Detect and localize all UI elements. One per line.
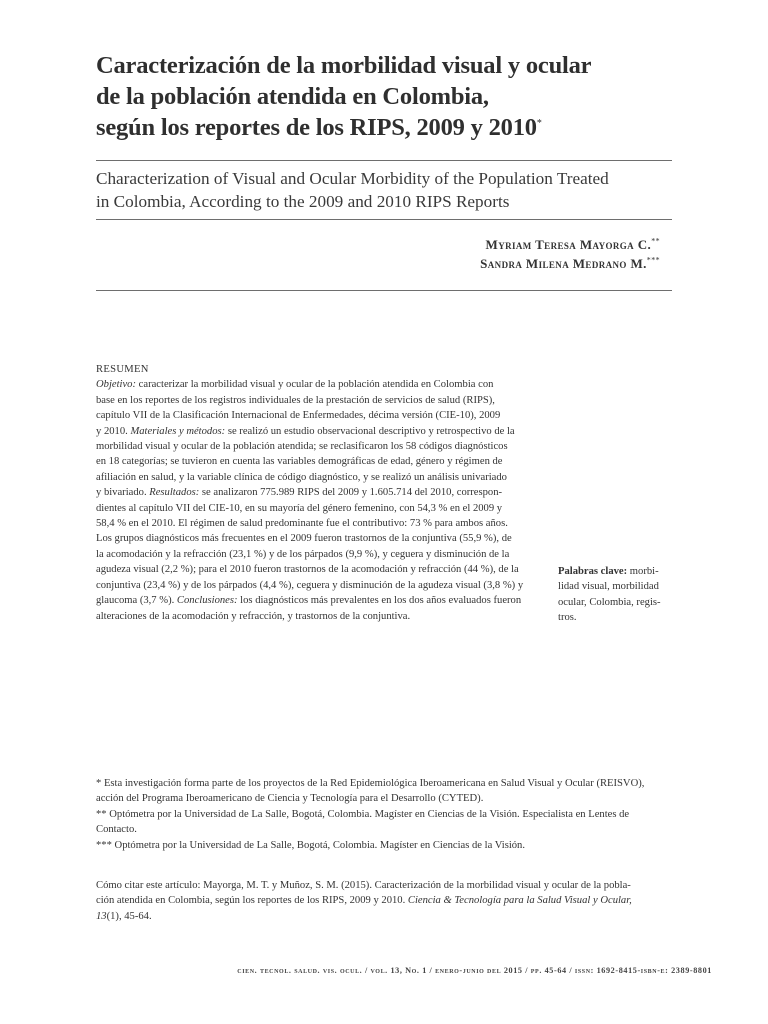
citation: [96, 878, 676, 924]
abstract-line: 58,4 % en el 2010. El régimen de salud predominante fue el contributivo: 73 % para ambos años.: [96, 518, 508, 530]
footnote-line: Contacto.: [96, 824, 137, 836]
abstract-line: agudeza visual (2,2 %); para el 2010 fueron trastornos de la acomodación y refracción (44 %), de la: [96, 564, 519, 576]
keywords-line: Palabras clave: morbi-: [558, 566, 659, 577]
abstract-line: la acomodación y la refracción (23,1 %) y de los párpados (9,9 %), y ceguera y disminución de la: [96, 548, 510, 560]
author-footnote-marker[interactable]: ***: [646, 255, 660, 265]
keywords-line: tros.: [558, 612, 577, 624]
abstract-line: afiliación en salud, y la variable clínica de código diagnóstico, y se realizó un análisis univariado: [96, 471, 507, 483]
abstract-line: en 18 categorías; se tuvieron en cuenta las variables demográficas de edad, género y régimen de: [96, 456, 503, 468]
title-footnote-marker[interactable]: *: [536, 117, 542, 129]
abstract-line: morbilidad visual y ocular de la población atendida; se reclasificaron los 58 códigos diagnósticos: [96, 441, 508, 453]
abstract-line: y bivariado. Resultados: se analizaron 775.989 RIPS del 2009 y 1.605.714 del 2010, correspon-: [96, 487, 503, 499]
title-line: según los reportes de los RIPS, 2009 y 2010*: [96, 114, 542, 141]
footnote-line: *** Optómetra por la Universidad de La Salle, Bogotá, Colombia. Magíster en Ciencias de la Visión.: [96, 839, 526, 851]
abstract-line: Objetivo: caracterizar la morbilidad visual y ocular de la población atendida en Colombia con: [96, 379, 494, 391]
author-name: Sandra Milena Medrano M.***: [480, 255, 660, 271]
journal-footer: cien. tecnol. salud. vis. ocul. / vol. 13, No. 1 / enero-junio del 2015 / pp. 45-64 / issn: 1692-8415-isbn-e: 2389-8801: [237, 966, 712, 975]
abstract: [96, 362, 546, 624]
abstract-line: y 2010. Materiales y métodos: se realizó un estudio observacional descriptivo y retrospectivo de la: [96, 425, 515, 437]
english-title-line: Characterization of Visual and Ocular Morbidity of the Population Treated: [96, 169, 609, 188]
abstract-line: conjuntiva (23,4 %) y de los párpados (4,4 %), ceguera y disminución de la agudeza visual (3,8 %) y: [96, 579, 524, 591]
footnotes: [96, 776, 676, 853]
footnote-line: * Esta investigación forma parte de los proyectos de la Red Epidemiológica Iberoamericana en Salud Visual y Ocular (REISVO),: [96, 778, 645, 789]
footnote-line: acción del Programa Iberoamericano de Ciencia y Tecnología para el Desarrollo (CYTED).: [96, 793, 484, 805]
divider-bottom: [96, 290, 672, 291]
abstract-line: base en los reportes de los registros individuales de la prestación de servicios de salud (RIPS),: [96, 394, 495, 406]
english-title: [96, 167, 676, 213]
divider-middle: [96, 219, 672, 220]
keywords-box: [558, 564, 678, 626]
keywords-label: Palabras clave:: [558, 566, 628, 577]
author-list: [480, 236, 660, 273]
abstract-line: dientes al capítulo VII del CIE-10, en su mayoría del género femenino, con 54,3 % en el 2009 y: [96, 502, 503, 514]
abstract-line: glaucoma (3,7 %). Conclusiones: los diagnósticos más prevalentes en los dos años evaluados fueron: [96, 595, 522, 607]
citation-line: Cómo citar este artículo: Mayorga, M. T. y Muñoz, S. M. (2015). Caracterización de la morbilidad visual y ocular de la pobla-: [96, 880, 631, 891]
abstract-line: alteraciones de la acomodación y refracción, y trastornos de la conjuntiva.: [96, 610, 411, 622]
english-title-line: in Colombia, According to the 2009 and 2010 RIPS Reports: [96, 192, 510, 211]
footnote-line: ** Optómetra por la Universidad de La Salle, Bogotá, Colombia. Magíster en Ciencias de la Visión. Especialista en Lentes de: [96, 808, 630, 820]
author-footnote-marker[interactable]: **: [651, 236, 660, 246]
author-name: Myriam Teresa Mayorga C.**: [485, 236, 660, 252]
keywords-line: lidad visual, morbilidad: [558, 581, 659, 593]
title-line: Caracterización de la morbilidad visual y ocular: [96, 52, 592, 79]
title-line: de la población atendida en Colombia,: [96, 83, 489, 110]
citation-line: ción atendida en Colombia, según los reportes de los RIPS, 2009 y 2010. Ciencia & Tecnología para la Salud Visual y Ocular,: [96, 895, 632, 907]
abstract-line: capítulo VII de la Clasificación Internacional de Enfermedades, décima versión (CIE-10), 2009: [96, 410, 501, 422]
citation-line: 13(1), 45-64.: [96, 910, 152, 922]
article-title: [96, 50, 656, 143]
abstract-heading: RESUMEN: [96, 364, 149, 375]
keywords-line: ocular, Colombia, regis-: [558, 596, 661, 608]
abstract-line: Los grupos diagnósticos más frecuentes en el 2009 fueron trastornos de la conjuntiva (55,9 %), de: [96, 533, 512, 545]
divider-top: [96, 160, 672, 161]
